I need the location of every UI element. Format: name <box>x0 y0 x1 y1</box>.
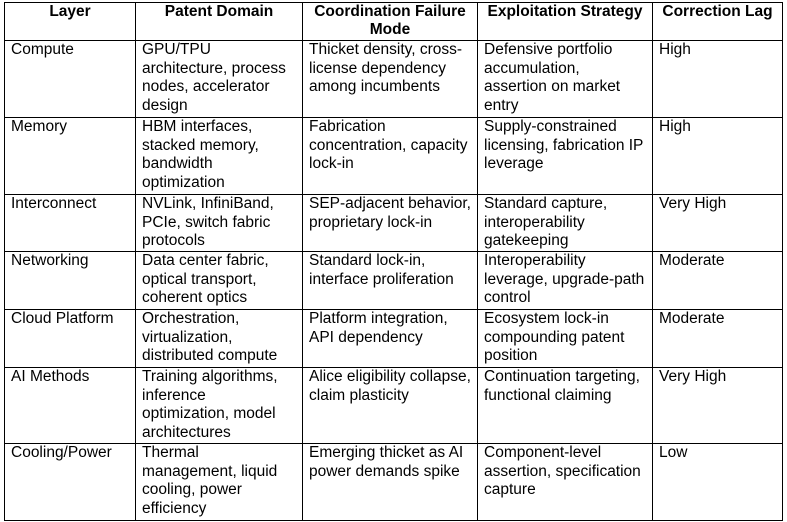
cell-layer: Networking <box>5 252 136 310</box>
cell-layer: Memory <box>5 118 136 195</box>
cell-exploitation-strategy: Continuation targeting, functional claiming <box>478 368 653 444</box>
cell-patent-domain: Orchestration, virtualization, distributed compute <box>136 310 303 368</box>
cell-coordination-failure-mode: Platform integration, API dependency <box>303 310 478 368</box>
cell-correction-lag: Very High <box>653 368 783 444</box>
cell-exploitation-strategy: Ecosystem lock-in compounding patent position <box>478 310 653 368</box>
header-correction-lag: Correction Lag <box>653 3 783 41</box>
cell-coordination-failure-mode: Standard lock-in, interface proliferation <box>303 252 478 310</box>
cell-exploitation-strategy: Interoperability leverage, upgrade-path control <box>478 252 653 310</box>
cell-correction-lag: High <box>653 118 783 195</box>
cell-coordination-failure-mode: Fabrication concentration, capacity lock-in <box>303 118 478 195</box>
cell-layer: Compute <box>5 41 136 118</box>
patent-layer-table-container <box>4 2 782 521</box>
table-header-row <box>5 3 783 41</box>
cell-patent-domain: Thermal management, liquid cooling, power efficiency <box>136 444 303 521</box>
cell-correction-lag: Low <box>653 444 783 521</box>
cell-exploitation-strategy: Defensive portfolio accumulation, assertion on market entry <box>478 41 653 118</box>
table-row <box>5 195 783 252</box>
cell-coordination-failure-mode: Alice eligibility collapse, claim plasticity <box>303 368 478 444</box>
header-exploitation-strategy: Exploitation Strategy <box>478 3 653 41</box>
table-row <box>5 118 783 195</box>
cell-patent-domain: HBM interfaces, stacked memory, bandwidth optimization <box>136 118 303 195</box>
cell-layer: AI Methods <box>5 368 136 444</box>
cell-correction-lag: Very High <box>653 195 783 252</box>
header-coordination-failure-mode: Coordination Failure Mode <box>303 3 478 41</box>
table-row <box>5 368 783 444</box>
table-row <box>5 444 783 521</box>
cell-coordination-failure-mode: SEP-adjacent behavior, proprietary lock-in <box>303 195 478 252</box>
cell-correction-lag: Moderate <box>653 310 783 368</box>
cell-correction-lag: High <box>653 41 783 118</box>
cell-patent-domain: GPU/TPU architecture, process nodes, accelerator design <box>136 41 303 118</box>
cell-exploitation-strategy: Standard capture, interoperability gatekeeping <box>478 195 653 252</box>
cell-exploitation-strategy: Component-level assertion, specification capture <box>478 444 653 521</box>
table-row <box>5 252 783 310</box>
cell-layer: Cooling/Power <box>5 444 136 521</box>
table-row <box>5 310 783 368</box>
table-row <box>5 41 783 118</box>
cell-correction-lag: Moderate <box>653 252 783 310</box>
patent-layer-table <box>4 2 783 521</box>
cell-patent-domain: NVLink, InfiniBand, PCIe, switch fabric protocols <box>136 195 303 252</box>
cell-layer: Interconnect <box>5 195 136 252</box>
cell-exploitation-strategy: Supply-constrained licensing, fabrication IP leverage <box>478 118 653 195</box>
cell-coordination-failure-mode: Thicket density, cross-license dependency among incumbents <box>303 41 478 118</box>
cell-patent-domain: Data center fabric, optical transport, coherent optics <box>136 252 303 310</box>
header-patent-domain: Patent Domain <box>136 3 303 41</box>
cell-coordination-failure-mode: Emerging thicket as AI power demands spike <box>303 444 478 521</box>
cell-layer: Cloud Platform <box>5 310 136 368</box>
cell-patent-domain: Training algorithms, inference optimization, model architectures <box>136 368 303 444</box>
header-layer: Layer <box>5 3 136 41</box>
